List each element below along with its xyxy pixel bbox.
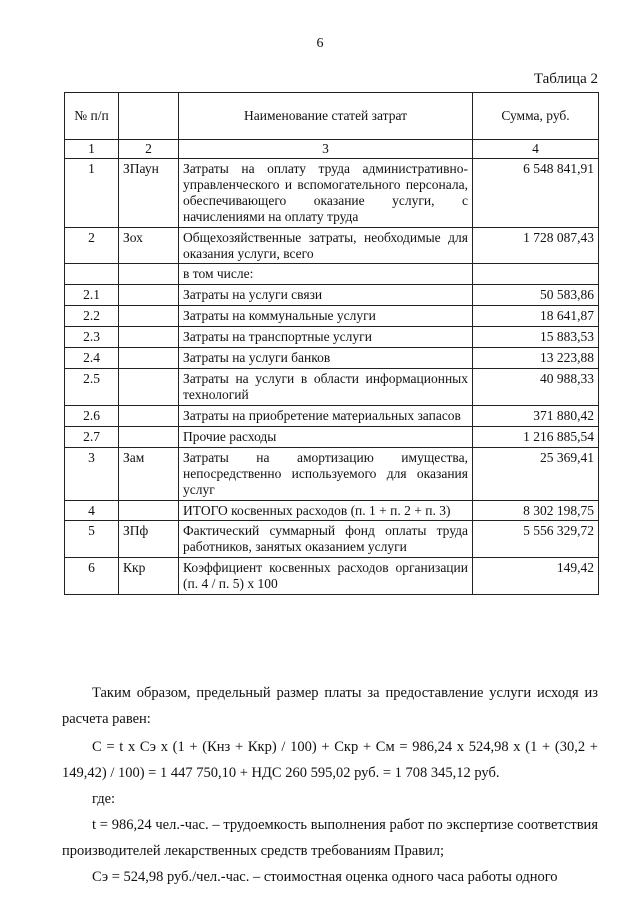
column-number: 1 [65, 140, 119, 159]
row-sum: 13 223,88 [473, 348, 599, 369]
table-row [65, 158, 599, 227]
row-number: 2.5 [65, 369, 119, 406]
row-code: ЗПаун [119, 158, 179, 227]
row-code: Зох [119, 227, 179, 264]
row-code [119, 327, 179, 348]
row-code [119, 348, 179, 369]
row-name: Затраты на оплату труда административно-управленческого и вспомогательного персонала, обеспечивающего оказание услуги, с начислениями на оплату труда [179, 158, 473, 227]
row-code [119, 405, 179, 426]
row-number: 2.7 [65, 426, 119, 447]
row-sum: 8 302 198,75 [473, 500, 599, 521]
table-row [65, 369, 599, 406]
row-code: Ккр [119, 558, 179, 595]
row-number: 2.4 [65, 348, 119, 369]
row-sum: 25 369,41 [473, 447, 599, 500]
table-row [65, 558, 599, 595]
paragraph-where: где: [92, 791, 116, 807]
table-row [65, 521, 599, 558]
column-number: 3 [179, 140, 473, 159]
header-sum: Сумма, руб. [473, 93, 599, 140]
row-name: Затраты на амортизацию имущества, непосредственно используемого для оказания услуг [179, 447, 473, 500]
row-number: 2.1 [65, 285, 119, 306]
page-number: 6 [316, 36, 324, 51]
row-name: ИТОГО косвенных расходов (п. 1 + п. 2 + п. 3) [179, 500, 473, 521]
cost-table [64, 92, 599, 595]
row-name: Фактический суммарный фонд оплаты труда работников, занятых оказанием услуги [179, 521, 473, 558]
row-number: 2 [65, 227, 119, 264]
row-sum: 40 988,33 [473, 369, 599, 406]
row-code [119, 285, 179, 306]
row-number: 4 [65, 500, 119, 521]
row-sum: 149,42 [473, 558, 599, 595]
row-sum: 5 556 329,72 [473, 521, 599, 558]
row-sum: 1 216 885,54 [473, 426, 599, 447]
table-row [65, 500, 599, 521]
row-number: 6 [65, 558, 119, 595]
row-code [119, 500, 179, 521]
column-number: 4 [473, 140, 599, 159]
column-number-row [65, 140, 599, 159]
row-number: 2.6 [65, 405, 119, 426]
row-name: Общехозяйственные затраты, необходимые для оказания услуги, всего [179, 227, 473, 264]
table-header-row [65, 93, 599, 140]
row-name: Затраты на услуги банков [179, 348, 473, 369]
table-body [65, 158, 599, 594]
row-code [119, 426, 179, 447]
column-number: 2 [119, 140, 179, 159]
table-caption: Таблица 2 [533, 71, 598, 87]
row-sum: 50 583,86 [473, 285, 599, 306]
header-name: Наименование статей затрат [179, 93, 473, 140]
row-code: ЗПф [119, 521, 179, 558]
row-name: Затраты на коммунальные услуги [179, 306, 473, 327]
table-row [65, 348, 599, 369]
table-row [65, 306, 599, 327]
row-code [119, 306, 179, 327]
table-row [65, 327, 599, 348]
row-name: Затраты на транспортные услуги [179, 327, 473, 348]
table-row [65, 264, 599, 285]
table-row [65, 227, 599, 264]
table-row [65, 285, 599, 306]
row-number: 1 [65, 158, 119, 227]
table-row [65, 426, 599, 447]
row-number [65, 264, 119, 285]
row-sum: 371 880,42 [473, 405, 599, 426]
header-no: № п/п [65, 93, 119, 140]
row-sum [473, 264, 599, 285]
row-name: Затраты на услуги в области информационных технологий [179, 369, 473, 406]
row-code [119, 369, 179, 406]
table-row [65, 405, 599, 426]
row-number: 2.2 [65, 306, 119, 327]
row-sum: 15 883,53 [473, 327, 599, 348]
row-name: Затраты на приобретение материальных запасов [179, 405, 473, 426]
row-name: Коэффициент косвенных расходов организации (п. 4 / п. 5) x 100 [179, 558, 473, 595]
row-number: 3 [65, 447, 119, 500]
row-name: Затраты на услуги связи [179, 285, 473, 306]
row-name: в том числе: [179, 264, 473, 285]
row-sum: 18 641,87 [473, 306, 599, 327]
paragraph-formula: С = t x Сэ x (1 + (Кнз + Ккр) / 100) + Скр + См = 986,24 x 524,98 x (1 + (30,2 + 149,42) / 100) = 1 447 750,10 + НДС 260 595,02 руб. = 1 708 345,12 руб. [62, 739, 598, 781]
row-sum: 1 728 087,43 [473, 227, 599, 264]
header-code [119, 93, 179, 140]
paragraph-t-definition: t = 986,24 чел.-час. – трудоемкость выполнения работ по экспертизе соответствия производителей лекарственных средств требованиям Правил; [62, 817, 598, 859]
paragraph-conclusion: Таким образом, предельный размер платы за предоставление услуги исходя из расчета равен: [62, 685, 598, 727]
table-row [65, 447, 599, 500]
row-code: Зам [119, 447, 179, 500]
paragraph-se-definition: Сэ = 524,98 руб./чел.-час. – стоимостная оценка одного часа работы одного [92, 869, 558, 885]
row-code [119, 264, 179, 285]
row-sum: 6 548 841,91 [473, 158, 599, 227]
row-number: 2.3 [65, 327, 119, 348]
row-name: Прочие расходы [179, 426, 473, 447]
row-number: 5 [65, 521, 119, 558]
